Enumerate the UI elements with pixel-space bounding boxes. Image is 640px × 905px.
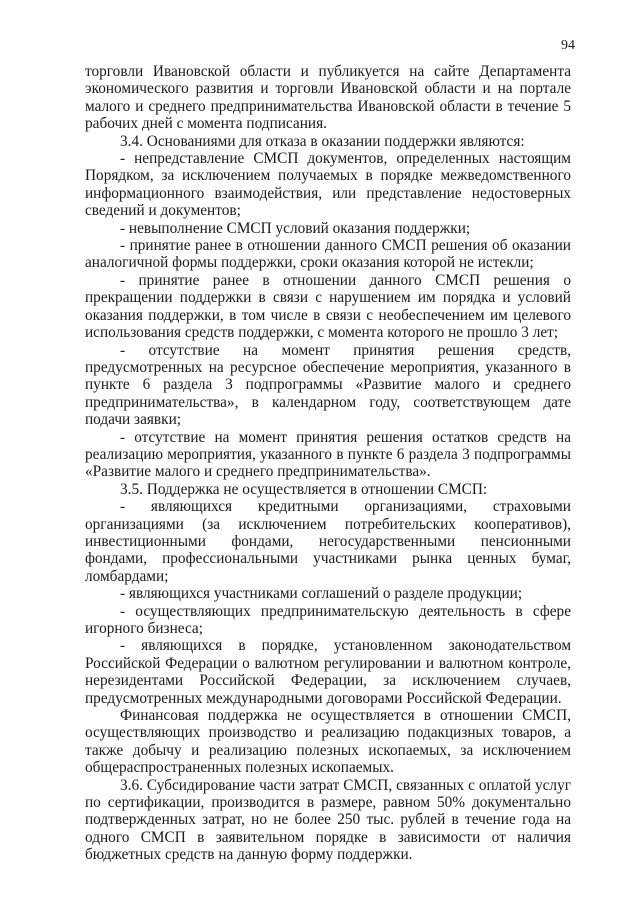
list-item-exclusion-psa: - являющихся участниками соглашений о разделе продукции;: [120, 585, 523, 603]
list-item-refusal-termination: - принятие ранее в отношении данного СМСП решения о прекращении поддержки в связи с нарушением им порядка и условий оказания поддержки, в том числе в связи с необеспечением им целевого использования средств поддержки, с момента которого не прошло 3 лет;: [85, 271, 571, 342]
document-body: [85, 63, 571, 864]
list-item-exclusion-gambling: - осуществляющих предпринимательскую деятельность в сфере игорного бизнеса;: [85, 602, 571, 637]
paragraph-3-6: 3.6. Субсидирование части затрат СМСП, связанных с оплатой услуг по сертификации, производится в размере, равном 50% документально подтвержденных затрат, но не более 250 тыс. рублей в течение года на одного СМСП в заявительном порядке в зависимости от наличия бюджетных средств на данную форму поддержки.: [85, 776, 571, 864]
list-item-refusal-prior-decision: - принятие ранее в отношении данного СМСП решения об оказании аналогичной формы поддержки, сроки оказания которой не истекли;: [85, 237, 571, 272]
list-item-refusal-no-remaining-funds: - отсутствие на момент принятия решения остатков средств на реализацию мероприятия, указанного в пункте 6 раздела 3 подпрограммы «Развитие малого и среднего предпринимательства».: [85, 428, 571, 481]
list-item-refusal-documents: - непредставление СМСП документов, определенных настоящим Порядком, за исключением получаемых в порядке межведомственного информационного взаимодействия, или представление недостоверных сведений и документов;: [85, 150, 571, 220]
page-number: 94: [561, 38, 575, 53]
list-item-refusal-no-funds: - отсутствие на момент принятия решения средств, предусмотренных на ресурсное обеспечение мероприятия, указанного в пункте 6 раздела 3 подпрограммы «Развитие малого и среднего предпринимательства», в календарном году, соответствующем дате подачи заявки;: [85, 341, 571, 429]
paragraph-3-4-heading: 3.4. Основаниями для отказа в оказании поддержки являются:: [120, 132, 525, 150]
list-item-exclusion-nonresidents: - являющихся в порядке, установленном законодательством Российской Федерации о валютном регулировании и валютном контроле, нерезидентами Российской Федерации, за исключением случаев, предусмотренных международными договорами Российской Федерации.: [85, 637, 571, 707]
paragraph-3-5-heading: 3.5. Поддержка не осуществляется в отношении СМСП:: [120, 480, 488, 498]
list-item-refusal-conditions: - невыполнение СМСП условий оказания поддержки;: [120, 219, 471, 237]
paragraph-continuation: торговли Ивановской области и публикуется на сайте Департамента экономического развития и торговли Ивановской области и на портале малого и среднего предпринимательства Ивановской области в течение 5 рабочих дней с момента подписания.: [85, 63, 571, 133]
list-item-exclusion-financial: - являющихся кредитными организациями, страховыми организациями (за исключением потребительских кооперативов), инвестиционными фондами, негосударственными пенсионными фондами, профессиональными участниками рынка ценных бумаг, ломбардами;: [85, 498, 571, 585]
paragraph-financial-support: Финансовая поддержка не осуществляется в отношении СМСП, осуществляющих производство и реализацию подакцизных товаров, а также добычу и реализацию полезных ископаемых, за исключением общераспространенных полезных ископаемых.: [85, 707, 571, 777]
